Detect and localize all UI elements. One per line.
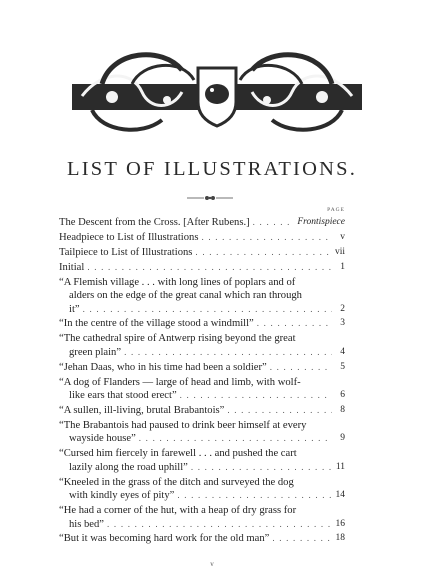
entry-page-number: vii [334,246,345,257]
entry-caption-line: Tailpiece to List of Illustrations [59,246,193,258]
page-title: LIST OF ILLUSTRATIONS. [66,158,358,180]
entry-caption-line: Headpiece to List of Illustrations [59,231,199,243]
dot-leader [124,346,332,360]
entry-row [59,303,345,317]
divider-ornament [187,194,233,202]
entry-row [59,346,345,360]
entry-row [59,231,345,245]
entry-caption-line: like ears that stood erect” [69,390,177,402]
list-item [59,276,345,317]
page-number: v [210,560,214,568]
entry-page-number: Frontispiece [297,217,345,227]
list-item [59,504,345,531]
entry-page-number: 3 [340,318,345,329]
entry-caption-line: “A dog of Flanders — large of head and limb, with wolf- [59,376,301,388]
entry-caption-line: “Kneeled in the grass of the ditch and surveyed the dog [59,476,294,488]
list-item [59,332,345,359]
entry-caption-line: The Descent from the Cross. [After Rubens.] [59,217,250,228]
entry-page-number: v [340,231,345,242]
entry-row [59,532,345,546]
list-item [59,216,345,230]
entry-caption-line: “Cursed him fiercely in farewell . . . and pushed the cart [59,448,297,460]
list-item [59,447,345,474]
entry-row [59,261,345,275]
entry-page-number: 16 [335,518,345,529]
entry-row [59,317,345,331]
dot-leader [107,518,332,532]
list-item [59,231,345,245]
entry-caption-line: his bed” [69,518,105,530]
entry-caption-line: “Jehan Daas, who in his time had been a soldier” [59,361,267,373]
dot-leader [257,317,332,331]
entry-caption-line: with kindly eyes of pity” [69,490,175,502]
entry-caption-line: alders on the edge of the great canal which ran through [69,290,302,302]
entry-page-number: 5 [340,361,345,372]
entry-caption-line: “The Brabantois had paused to drink beer himself at every [59,419,307,431]
entry-row [59,361,345,375]
entry-row [59,404,345,418]
list-item [59,476,345,503]
list-item [59,532,345,546]
entry-row [59,246,345,260]
entry-page-number: 14 [335,490,345,501]
entry-row [59,216,345,230]
entry-page-number: 4 [340,346,345,357]
page-column-heading: PAGE [327,207,345,213]
entry-row [59,389,345,403]
entry-row [59,432,345,446]
entry-caption-line: “In the centre of the village stood a windmill” [59,318,254,330]
dot-leader [272,532,332,546]
dot-leader [253,216,295,230]
entry-caption-line: it” [69,303,80,315]
dot-leader [201,231,332,245]
headpiece-ornament [72,40,362,140]
entry-page-number: 8 [340,405,345,416]
dot-leader [227,404,332,418]
entry-page-number: 11 [335,461,345,472]
dot-leader [139,432,332,446]
dot-leader [195,246,332,260]
entry-page-number: 1 [340,261,345,272]
list-item [59,419,345,446]
entry-caption-line: “A sullen, ill-living, brutal Brabantois” [59,405,225,417]
entry-caption-line: “A Flemish village . . . with long lines of poplars and of [59,276,296,288]
entry-caption-line: wayside house” [69,433,136,445]
dot-leader [191,461,332,475]
entry-caption-line: “He had a corner of the hut, with a heap of dry grass for [59,505,297,517]
entry-page-number: 6 [340,390,345,401]
dot-leader [180,389,332,403]
illustrations-list [59,216,345,547]
entry-row [59,518,345,532]
dot-leader [270,361,332,375]
entry-page-number: 9 [340,433,345,444]
dot-leader [83,303,332,317]
list-item [59,376,345,403]
list-item [59,261,345,275]
entry-caption-line: green plain” [69,346,122,358]
dot-leader [87,261,332,275]
entry-page-number: 18 [335,533,345,544]
entry-caption-line: “The cathedral spire of Antwerp rising beyond the great [59,333,296,345]
entry-page-number: 2 [340,303,345,314]
entry-row [59,461,345,475]
entry-caption-line: “But it was becoming hard work for the old man” [59,533,270,545]
entry-caption-line: lazily along the road uphill” [69,461,188,473]
dot-leader [177,489,332,503]
list-item [59,404,345,418]
list-item [59,317,345,331]
list-item [59,246,345,260]
entry-row [59,489,345,503]
entry-caption-line: Initial [59,261,85,273]
list-item [59,361,345,375]
